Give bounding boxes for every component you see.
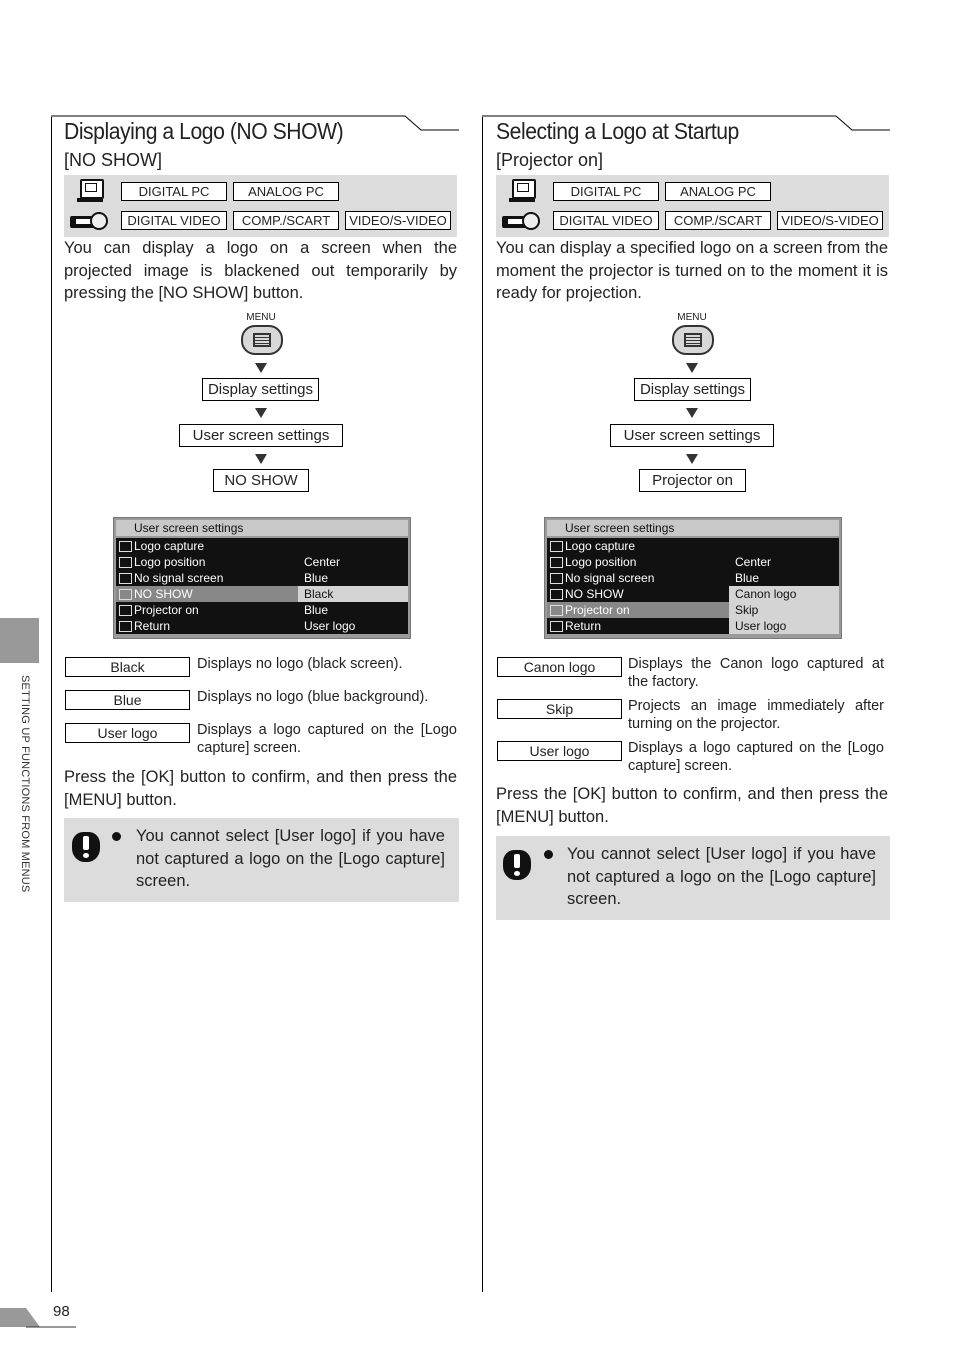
screen-row: Logo position Center [116, 554, 408, 570]
screen-row: No signal screen Blue [116, 570, 408, 586]
screen-row-selected: Projector on Skip [547, 602, 839, 618]
left-flow-no-show: NO SHOW [213, 469, 309, 492]
arrow-down-icon [255, 454, 267, 464]
screen-row: Return User logo [116, 618, 408, 634]
right-note-text: You cannot select [User logo] if you have not captured a logo on the [Logo capture] screen. [567, 845, 876, 908]
screen-title: User screen settings [116, 520, 408, 536]
option-blue-desc: Displays no logo (blue background). [197, 689, 429, 705]
left-note [64, 818, 459, 902]
bullet-icon [544, 850, 553, 859]
source-video-svideo: VIDEO/S-VIDEO [345, 211, 451, 230]
source-analog-pc: ANALOG PC [233, 182, 339, 201]
source-digital-pc: DIGITAL PC [553, 182, 659, 201]
source-digital-pc: DIGITAL PC [121, 182, 227, 201]
right-menu-label: MENU [677, 312, 707, 323]
no-signal-icon [550, 573, 563, 584]
arrow-down-icon [255, 408, 267, 418]
screen-row: No signal screen Blue [547, 570, 839, 586]
no-signal-icon [119, 573, 132, 584]
column-rule-center [482, 117, 483, 1292]
left-flow-display-settings: Display settings [202, 378, 319, 401]
option-user-logo-desc: Displays a logo captured on the [Logo capture] screen. [628, 740, 884, 774]
computer-icon [512, 179, 536, 199]
option-blue: Blue [65, 690, 190, 710]
option-black: Black [65, 657, 190, 677]
screen-row: Projector on Blue [116, 602, 408, 618]
option-user-logo: User logo [497, 741, 622, 761]
option-canon-logo: Canon logo [497, 657, 622, 677]
no-show-icon [119, 589, 132, 600]
right-menu-button-icon [672, 325, 714, 355]
no-show-icon [550, 589, 563, 600]
computer-base-icon [77, 198, 103, 202]
left-menu-screenshot [113, 517, 411, 639]
left-title: Displaying a Logo (NO SHOW) [64, 118, 344, 144]
logo-position-icon [119, 557, 132, 568]
option-black-desc: Displays no logo (black screen). [197, 656, 403, 672]
arrow-down-icon [686, 408, 698, 418]
screen-row: Return User logo [547, 618, 839, 634]
arrow-down-icon [686, 363, 698, 373]
source-video-svideo: VIDEO/S-VIDEO [777, 211, 883, 230]
option-skip: Skip [497, 699, 622, 719]
left-confirm: Press the [OK] button to confirm, and then press the [MENU] button. [64, 768, 457, 809]
right-menu-screenshot [544, 517, 842, 639]
computer-icon [80, 179, 104, 199]
bullet-icon [112, 832, 121, 841]
right-flow-user-screen-settings: User screen settings [610, 424, 774, 447]
option-user-logo-desc: Displays a logo captured on the [Logo capture] screen. [197, 722, 457, 756]
option-canon-logo-desc: Displays the Canon logo captured at the factory. [628, 656, 884, 690]
left-source-bar [64, 175, 457, 237]
left-subtitle: [NO SHOW] [64, 150, 162, 170]
caution-icon [503, 850, 531, 880]
screen-row: Logo capture [116, 538, 408, 554]
screen-row: Logo position Center [547, 554, 839, 570]
computer-base-icon [509, 198, 535, 202]
screen-title: User screen settings [547, 520, 839, 536]
source-comp-scart: COMP./SCART [233, 211, 339, 230]
right-flow-display-settings: Display settings [634, 378, 751, 401]
right-title: Selecting a Logo at Startup [496, 118, 739, 144]
return-icon [119, 621, 132, 632]
sidebar-tab [0, 618, 39, 663]
arrow-down-icon [255, 363, 267, 373]
video-lens-icon [90, 212, 108, 230]
arrow-down-icon [686, 454, 698, 464]
source-digital-video: DIGITAL VIDEO [121, 211, 227, 230]
right-source-bar [496, 175, 889, 237]
option-user-logo: User logo [65, 723, 190, 743]
logo-capture-icon [550, 541, 563, 552]
left-intro: You can display a logo on a screen when the projected image is blackened out temporarily by pressing the [NO SHOW] button. [64, 239, 457, 302]
source-digital-video: DIGITAL VIDEO [553, 211, 659, 230]
column-rule-left [51, 117, 52, 1292]
sidebar-section-label: SETTING UP FUNCTIONS FROM MENUS [19, 675, 31, 893]
logo-position-icon [550, 557, 563, 568]
source-comp-scart: COMP./SCART [665, 211, 771, 230]
right-flow-projector-on: Projector on [639, 469, 746, 492]
left-menu-label: MENU [246, 312, 276, 323]
screen-row-selected: NO SHOW Black [116, 586, 408, 602]
left-menu-button-icon [241, 325, 283, 355]
right-note [496, 836, 890, 920]
logo-capture-icon [119, 541, 132, 552]
option-skip-desc: Projects an image immediately after turning on the projector. [628, 698, 884, 732]
source-analog-pc: ANALOG PC [665, 182, 771, 201]
right-intro: You can display a specified logo on a screen from the moment the projector is turned on to the moment it is ready for projection. [496, 239, 888, 302]
projector-on-icon [119, 605, 132, 616]
video-lens-icon [522, 212, 540, 230]
right-subtitle: [Projector on] [496, 150, 604, 170]
caution-icon [72, 832, 100, 862]
return-icon [550, 621, 563, 632]
screen-row: NO SHOW Canon logo [547, 586, 839, 602]
projector-on-icon [550, 605, 563, 616]
page-number: 98 [53, 1303, 70, 1320]
left-flow-user-screen-settings: User screen settings [179, 424, 343, 447]
screen-row: Logo capture [547, 538, 839, 554]
right-confirm: Press the [OK] button to confirm, and then press the [MENU] button. [496, 785, 888, 826]
left-note-text: You cannot select [User logo] if you have not captured a logo on the [Logo capture] screen. [136, 827, 445, 890]
